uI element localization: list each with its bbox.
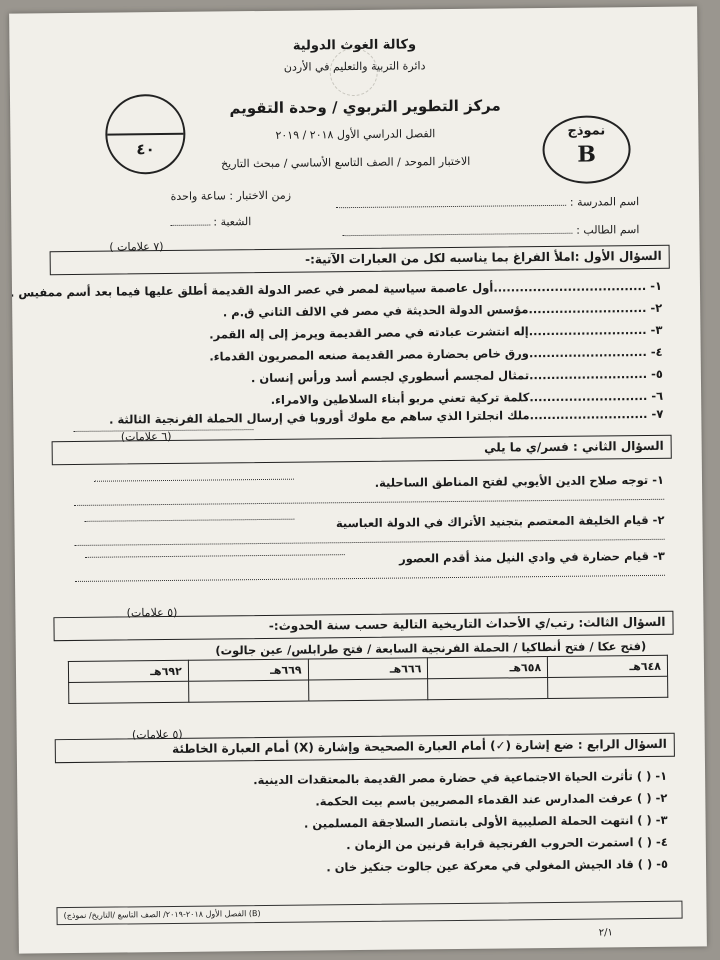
section-label: الشعبة : (213, 215, 252, 229)
answer-cell-2[interactable] (428, 678, 548, 700)
q1-item-4: ٤- ...........................ورق خاص بحضارة مصر القديمة صنعه المصريون القدماء. (209, 344, 663, 364)
q3-title: السؤال الثالث: رتب/ي الأحداث التاريخية التالية حسب سنة الحدوث:- (268, 614, 666, 633)
q1-item-3: ٣- ...........................إله انتشرت عبادته في مصر القديمة ويرمز إلى إله القمر. (209, 322, 663, 342)
student-field[interactable] (299, 223, 639, 240)
q4-item-4: ٤- ( ) استمرت الحروب الفرنجية قرابة قرنين من الزمان . (346, 834, 668, 853)
year-5: ٦٩٢هـ (68, 660, 188, 682)
year-4: ٦٦٩هـ (188, 659, 308, 681)
exam-paper (9, 6, 707, 953)
q2-answer-line-2b (75, 539, 665, 546)
score-circle (105, 94, 186, 175)
q1-item-2: ٢- ...........................مؤسس الدولة الحديثة في مصر في الالف الثاني ق.م . (222, 300, 663, 320)
q2-answer-line-3a (85, 554, 345, 558)
time-label: زمن الاختبار : ساعة واحدة (170, 188, 292, 203)
q1-title: السؤال الأول :املأ الفراغ بما يناسبه لكل من العبارات الآتية:- (304, 248, 662, 267)
q4-item-2: ٢- ( ) عرفت المدارس عند القدماء المصريين باسم بيت الحكمة. (315, 790, 668, 809)
q1-item-1: ١- ...................................أول عاصمة سياسية لمصر في عصر الدولة القديمة أطلق عليها فيما بعد أسم ممفيس . (9, 278, 663, 300)
q1-item-6: ٦- ...........................كلمة تركية تعني مربو أبناء السلاطين والامراء. (270, 388, 664, 407)
q1-item-5: ٥- ...........................تمثال لمجسم أسطوري لجسم أسد ورأس إنسان . (250, 366, 663, 386)
q3-events: (فتح عكا / فتح أنطاكيا / الحملة الفرنجية السابعة / فتح طرابلس/ عين جالوت) (215, 638, 647, 658)
answer-cell-1[interactable] (548, 676, 668, 698)
model-label: نموذج (567, 123, 606, 139)
q1-marks: (٧ علامات ) (109, 240, 164, 254)
q2-answer-line-3b (75, 575, 665, 582)
answer-cell-3[interactable] (308, 679, 428, 701)
q2-item-2: ٢- قيام الخليفة المعتصم بتجنيد الأتراك في الدولة العباسية (335, 512, 665, 531)
model-circle (542, 115, 631, 184)
q4-item-3: ٣- ( ) انتهت الحملة الصليبية الأولى بانتصار السلاجقة المسلمين . (303, 812, 668, 831)
q2-answer-line-1b (74, 499, 664, 506)
total-score: ٤٠ (136, 140, 155, 159)
school-field[interactable] (299, 195, 639, 212)
center-name: مركز التطوير التربوي / وحدة التقويم (229, 96, 501, 118)
q1-item-7: ٧- ...........................ملك انجلترا الذي ساهم مع ملوك أوروبا في إرسال الحملة الفرنجية الثالثة . (108, 406, 664, 427)
exam-title: الاختبار الموحد / الصف التاسع الأساسي / مبحث التاريخ (220, 154, 471, 171)
student-label: اسم الطالب : (576, 223, 640, 237)
school-label: اسم المدرسة : (569, 195, 640, 209)
q2-item-3: ٣- قيام حضارة في وادي النيل منذ أقدم العصور (399, 548, 665, 566)
footer-text: (الفصل الأول ٢٠١٨-٢٠١٩/ الصف التاسع /التاريخ/ نموذج (B) (63, 909, 261, 921)
q4-marks: (٥ علامات) (131, 727, 183, 742)
q2-answer-line-1a (94, 479, 294, 482)
footer-box (56, 901, 682, 926)
answer-cell-4[interactable] (188, 680, 308, 702)
q4-item-5: ٥- ( ) قاد الجيش المغولي في معركة عين جالوت جنكيز خان . (326, 856, 669, 875)
model-letter: B (577, 141, 597, 168)
q2-marks: (٦ علامات) (120, 429, 172, 444)
department-name: دائرة التربية والتعليم في الأردن (283, 59, 426, 74)
q4-item-1: ١- ( ) تأثرت الحياة الاجتماعية في حضارة مصر القديمة بالمعتقدات الدينية. (253, 768, 668, 788)
section-field[interactable] (111, 215, 251, 229)
q3-table (68, 655, 668, 704)
q4-title: السؤال الرابع : ضع إشارة (✓) أمام العبارة الصحيحة وإشارة (X) أمام العبارة الخاطئة (172, 736, 667, 756)
q2-item-1: ١- توجه صلاح الدين الأيوبي لفتح المناطق الساحلية. (374, 472, 665, 490)
q2-answer-line-2a (84, 519, 294, 522)
answer-cell-5[interactable] (69, 681, 189, 703)
year-1: ٦٤٨هـ (548, 655, 668, 677)
q3-marks: (٥ علامات) (126, 605, 178, 620)
semester-line: الفصل الدراسي الأول ٢٠١٨ / ٢٠١٩ (275, 127, 436, 142)
agency-name: وكالة الغوث الدولية (292, 37, 417, 54)
year-2: ٦٥٨هـ (428, 657, 548, 679)
q2-title: السؤال الثاني : فسر/ي ما يلي (483, 438, 664, 455)
year-3: ٦٦٦هـ (308, 658, 428, 680)
page-number: ٢/١ (598, 927, 613, 939)
